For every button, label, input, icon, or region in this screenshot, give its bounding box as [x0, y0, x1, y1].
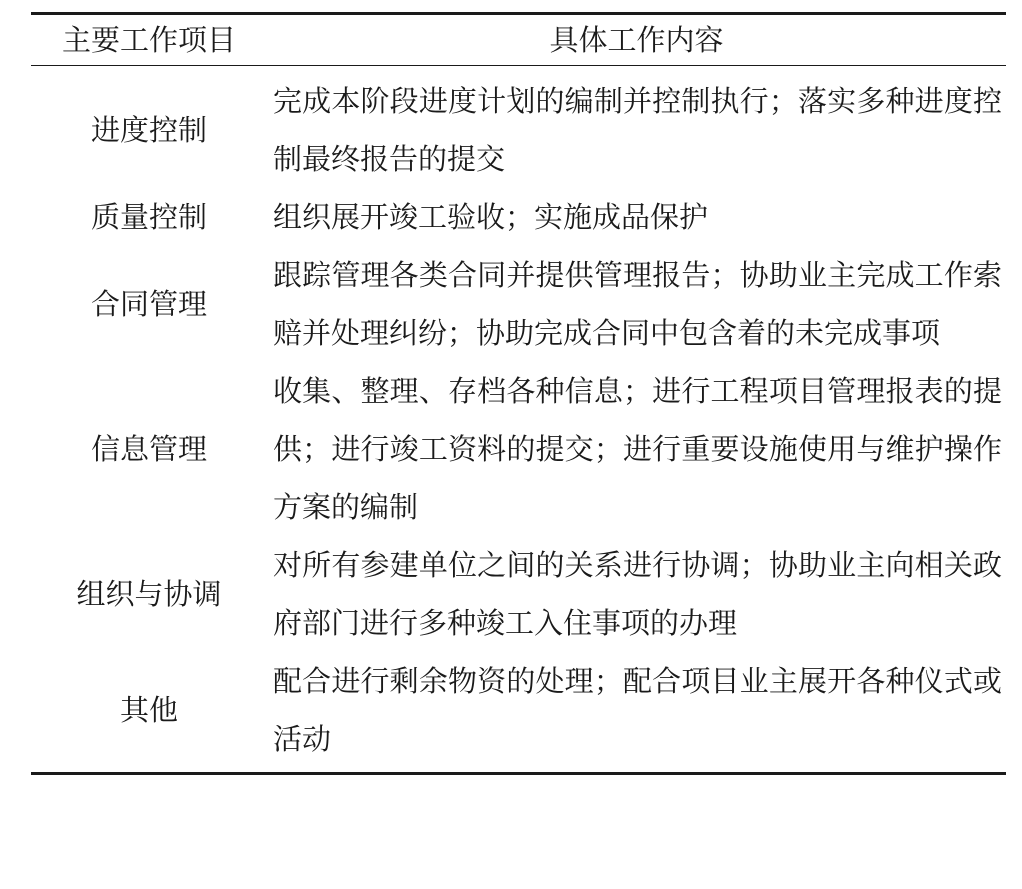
table-header	[31, 14, 1006, 66]
header-content: 具体工作内容	[549, 23, 724, 57]
table	[31, 12, 1006, 775]
table-row	[31, 536, 1006, 652]
row-item: 质量控制	[90, 200, 207, 234]
table-row	[31, 188, 1006, 246]
row-item: 组织与协调	[76, 577, 222, 611]
table-row	[31, 246, 1006, 362]
row-content: 跟踪管理各类合同并提供管理报告；协助业主完成工作索赔并处理纠纷；协助完成合同中包含着的未完成事项	[273, 258, 1002, 350]
row-content: 组织展开竣工验收；实施成品保护	[273, 200, 709, 234]
table-row	[31, 66, 1006, 189]
table-row	[31, 652, 1006, 774]
row-content: 完成本阶段进度计划的编制并控制执行；落实多种进度控制最终报告的提交	[273, 84, 1002, 176]
row-content: 对所有参建单位之间的关系进行协调；协助业主向相关政府部门进行多种竣工入住事项的办理	[273, 548, 1002, 640]
table-body	[31, 66, 1006, 774]
table-row	[31, 362, 1006, 536]
row-item: 进度控制	[90, 113, 207, 147]
row-item: 信息管理	[90, 432, 207, 466]
row-content: 收集、整理、存档各种信息；进行工程项目管理报表的提供；进行竣工资料的提交；进行重要设施使用与维护操作方案的编制	[273, 374, 1002, 524]
row-content: 配合进行剩余物资的处理；配合项目业主展开各种仪式或活动	[273, 664, 1002, 756]
header-item: 主要工作项目	[61, 23, 236, 57]
header-row	[31, 14, 1006, 66]
row-item: 合同管理	[90, 287, 207, 321]
work-items-table	[31, 12, 1006, 775]
row-item: 其他	[119, 693, 178, 727]
